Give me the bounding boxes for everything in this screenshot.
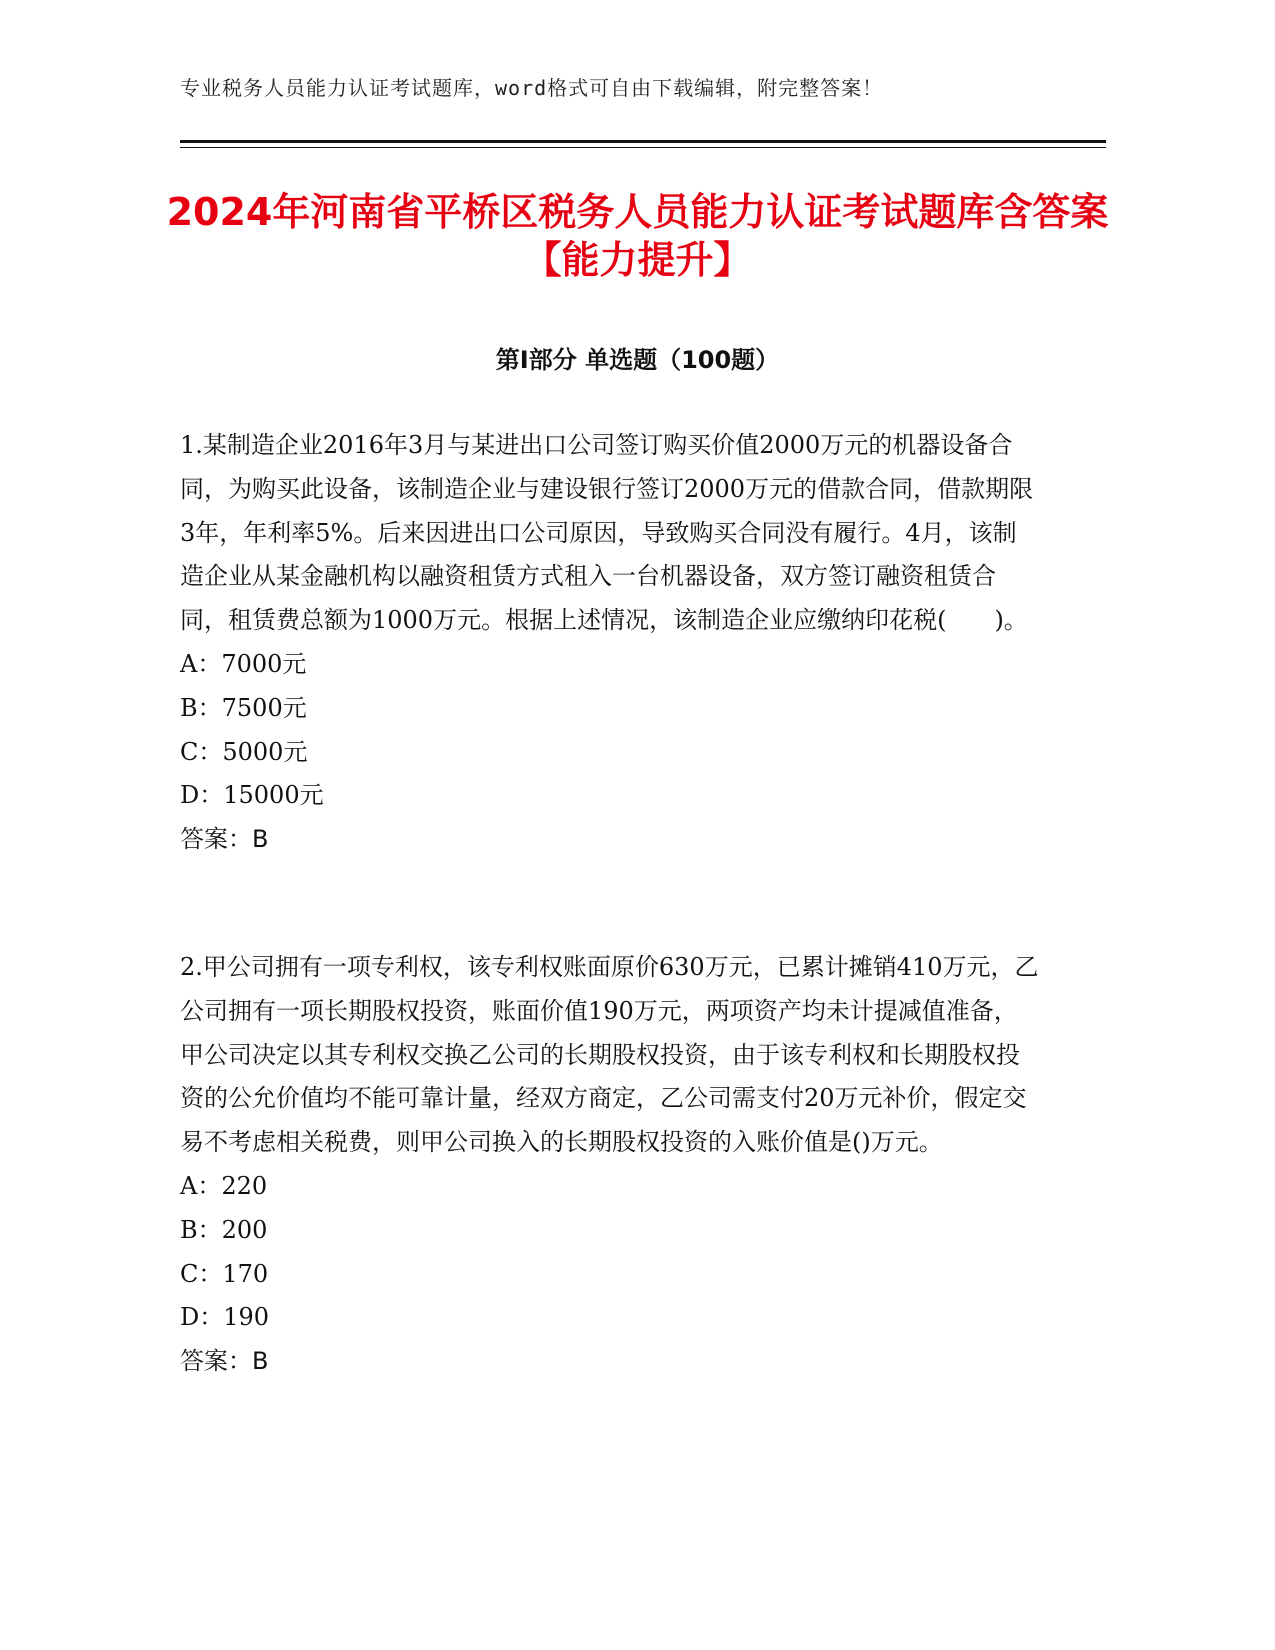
question-item [180, 424, 1040, 862]
question-stem: 1.某制造企业2016年3月与某进出口公司签订购买价值2000万元的机器设备合同，为购买此设备，该制造企业与建设银行签订2000万元的借款合同，借款期限3年，年利率5%。后来因进出口公司原因，导致购买合同没有履行。4月，该制造企业从某金融机构以融资租赁方式租入一台机器设备，双方签订融资租赁合同，租赁费总额为1000万元。根据上述情况，该制造企业应缴纳印花税( )。 [180, 431, 1034, 635]
header-note: 专业税务人员能力认证考试题库，word格式可自由下载编辑，附完整答案！ [180, 76, 884, 100]
option-d: D：15000元 [180, 781, 324, 810]
option-c: C：5000元 [180, 737, 308, 766]
option-c: C：170 [180, 1259, 269, 1288]
option-d: D：190 [180, 1303, 270, 1332]
answer-label: 答案：B [180, 1347, 269, 1376]
document-title: 2024年河南省平桥区税务人员能力认证考试题库含答案【能力提升】 [166, 190, 1109, 282]
option-a: A：220 [180, 1171, 268, 1200]
section-title: 第Ⅰ部分 单选题（100题） [495, 346, 780, 374]
answer-label: 答案：B [180, 825, 269, 854]
option-b: B：200 [180, 1215, 268, 1244]
header-divider-thin [180, 147, 1106, 148]
option-a: A：7000元 [180, 649, 307, 678]
option-b: B：7500元 [180, 693, 307, 722]
question-stem: 2.甲公司拥有一项专利权，该专利权账面原价630万元，已累计摊销410万元，乙公司拥有一项长期股权投资，账面价值190万元，两项资产均未计提减值准备，甲公司决定以其专利权交换乙公司的长期股权投资，由于该专利权和长期股权投资的公允价值均不能可靠计量，经双方商定，乙公司需支付20万元补价，假定交易不考虑相关税费，则甲公司换入的长期股权投资的入账价值是()万元。 [180, 953, 1039, 1157]
header-divider-thick [180, 140, 1106, 143]
question-item [180, 946, 1040, 1384]
